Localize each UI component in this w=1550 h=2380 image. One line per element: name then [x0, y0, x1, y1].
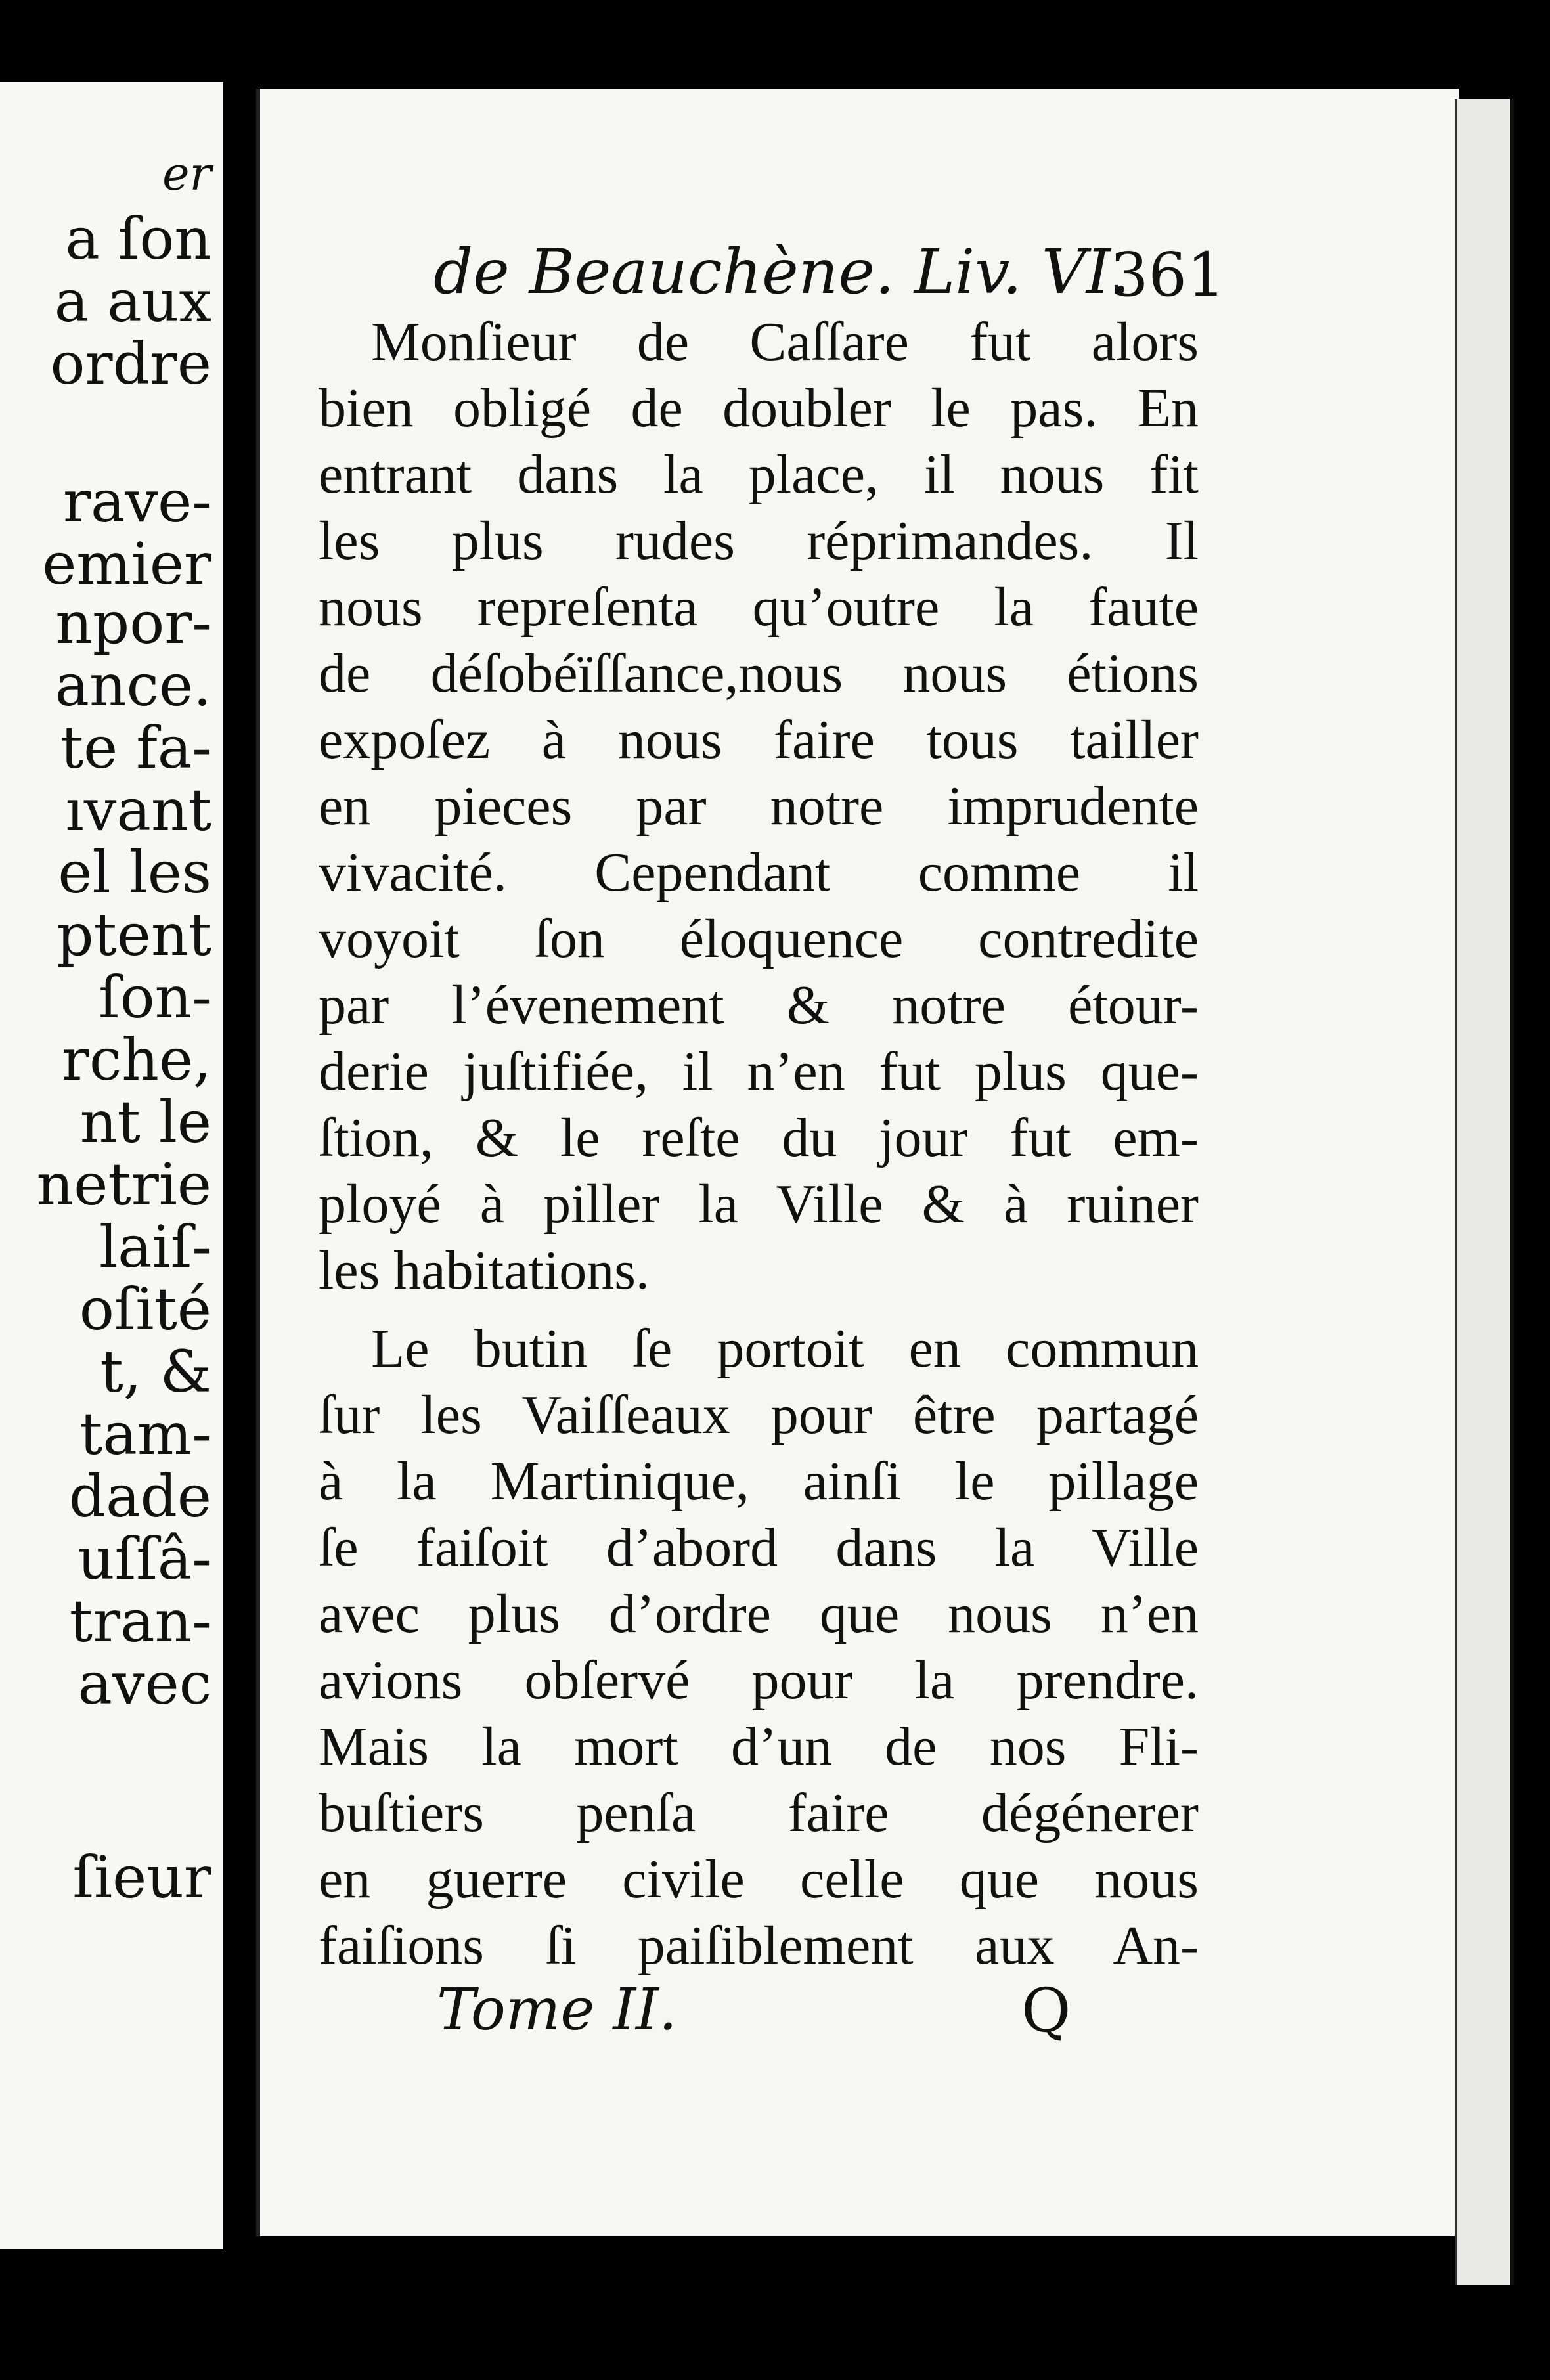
text-line: voyoit ſon éloquence contredite	[319, 908, 1199, 969]
text-line: à la Martinique, ainſi le pillage	[319, 1451, 1199, 1512]
left-page-line: ſon-	[99, 963, 211, 1031]
left-page-line: t, &	[100, 1338, 211, 1405]
left-page-line: emier	[42, 530, 211, 598]
running-head: de Beauchène. Liv. VI.	[433, 236, 1130, 308]
volume-footer: Tome II.	[437, 1975, 677, 2043]
left-page-line: avec	[78, 1650, 211, 1717]
left-page-line: dade	[68, 1463, 211, 1530]
text-line: derie juſtifiée, il n’en fut plus que-	[319, 1041, 1199, 1102]
left-page-line: nt le	[79, 1088, 211, 1156]
text-line: ſtion, & le reſte du jour fut em-	[319, 1107, 1199, 1168]
text-line: ſe faiſoit d’abord dans la Ville	[319, 1517, 1199, 1578]
text-line: nous repreſenta qu’outre la faute	[319, 577, 1199, 638]
left-page-line: oſité	[79, 1275, 211, 1343]
left-page-line: ıvant	[65, 776, 211, 844]
paragraph-2	[319, 1315, 1199, 1979]
left-page-line: tam-	[79, 1400, 211, 1468]
left-page-line: ſieur	[72, 1843, 211, 1911]
text-line: expoſez à nous faire tous tailler	[319, 709, 1199, 770]
left-page-line: el les	[58, 839, 211, 906]
left-page-line: npor-	[55, 589, 211, 657]
page-number: 361	[1110, 240, 1226, 310]
left-page-line: rave-	[62, 468, 211, 535]
left-page-line: a ſon	[65, 205, 211, 273]
left-page-line: rche,	[61, 1026, 211, 1093]
text-line: en pieces par notre imprudente	[319, 776, 1199, 837]
left-page-line: te fa-	[60, 714, 211, 782]
left-page-line: uſſâ-	[77, 1525, 211, 1593]
body-text	[319, 309, 1199, 1979]
text-line: faiſions ſi paiſiblement aux An-	[319, 1915, 1199, 1976]
paragraph-1	[319, 309, 1199, 1304]
text-line: avions obſervé pour la prendre.	[319, 1650, 1199, 1711]
text-line: les habitations.	[319, 1240, 650, 1301]
left-page-line: er	[162, 147, 211, 201]
text-line: Le butin ſe portoit en commun	[371, 1318, 1199, 1379]
text-line: en guerre civile celle que nous	[319, 1849, 1199, 1910]
previous-page-fragment	[0, 82, 223, 2249]
text-line: entrant dans la place, il nous fit	[319, 444, 1199, 505]
text-line: ployé à piller la Ville & à ruiner	[319, 1174, 1199, 1235]
text-line: ſur les Vaiſſeaux pour être partagé	[319, 1384, 1199, 1445]
left-page-line: tran-	[69, 1587, 211, 1655]
text-line: bien obligé de doubler le pas. En	[319, 378, 1199, 439]
left-page-line: ptent	[56, 901, 211, 969]
text-line: buſtiers penſa faire dégénerer	[319, 1782, 1199, 1843]
page-edge	[1455, 99, 1514, 2285]
text-line: vivacité. Cependant comme il	[319, 842, 1199, 903]
text-line: Mais la mort d’un de nos Fli-	[319, 1716, 1199, 1777]
left-page-line: netrie	[36, 1151, 211, 1218]
left-page-line: laiſ-	[99, 1213, 211, 1281]
left-page-line: ordre	[50, 330, 211, 397]
text-line: par l’évenement & notre étour-	[319, 975, 1199, 1036]
text-line: Monſieur de Caſſare fut alors	[371, 311, 1199, 372]
signature-mark: Q	[1021, 1975, 1071, 2046]
text-line: avec plus d’ordre que nous n’en	[319, 1583, 1199, 1644]
left-page-line: a aux	[54, 267, 211, 335]
text-line: de déſobéïſſance,nous nous étions	[319, 643, 1199, 704]
left-page-line: ance.	[55, 651, 211, 719]
text-line: les plus rudes réprimandes. Il	[319, 510, 1199, 571]
